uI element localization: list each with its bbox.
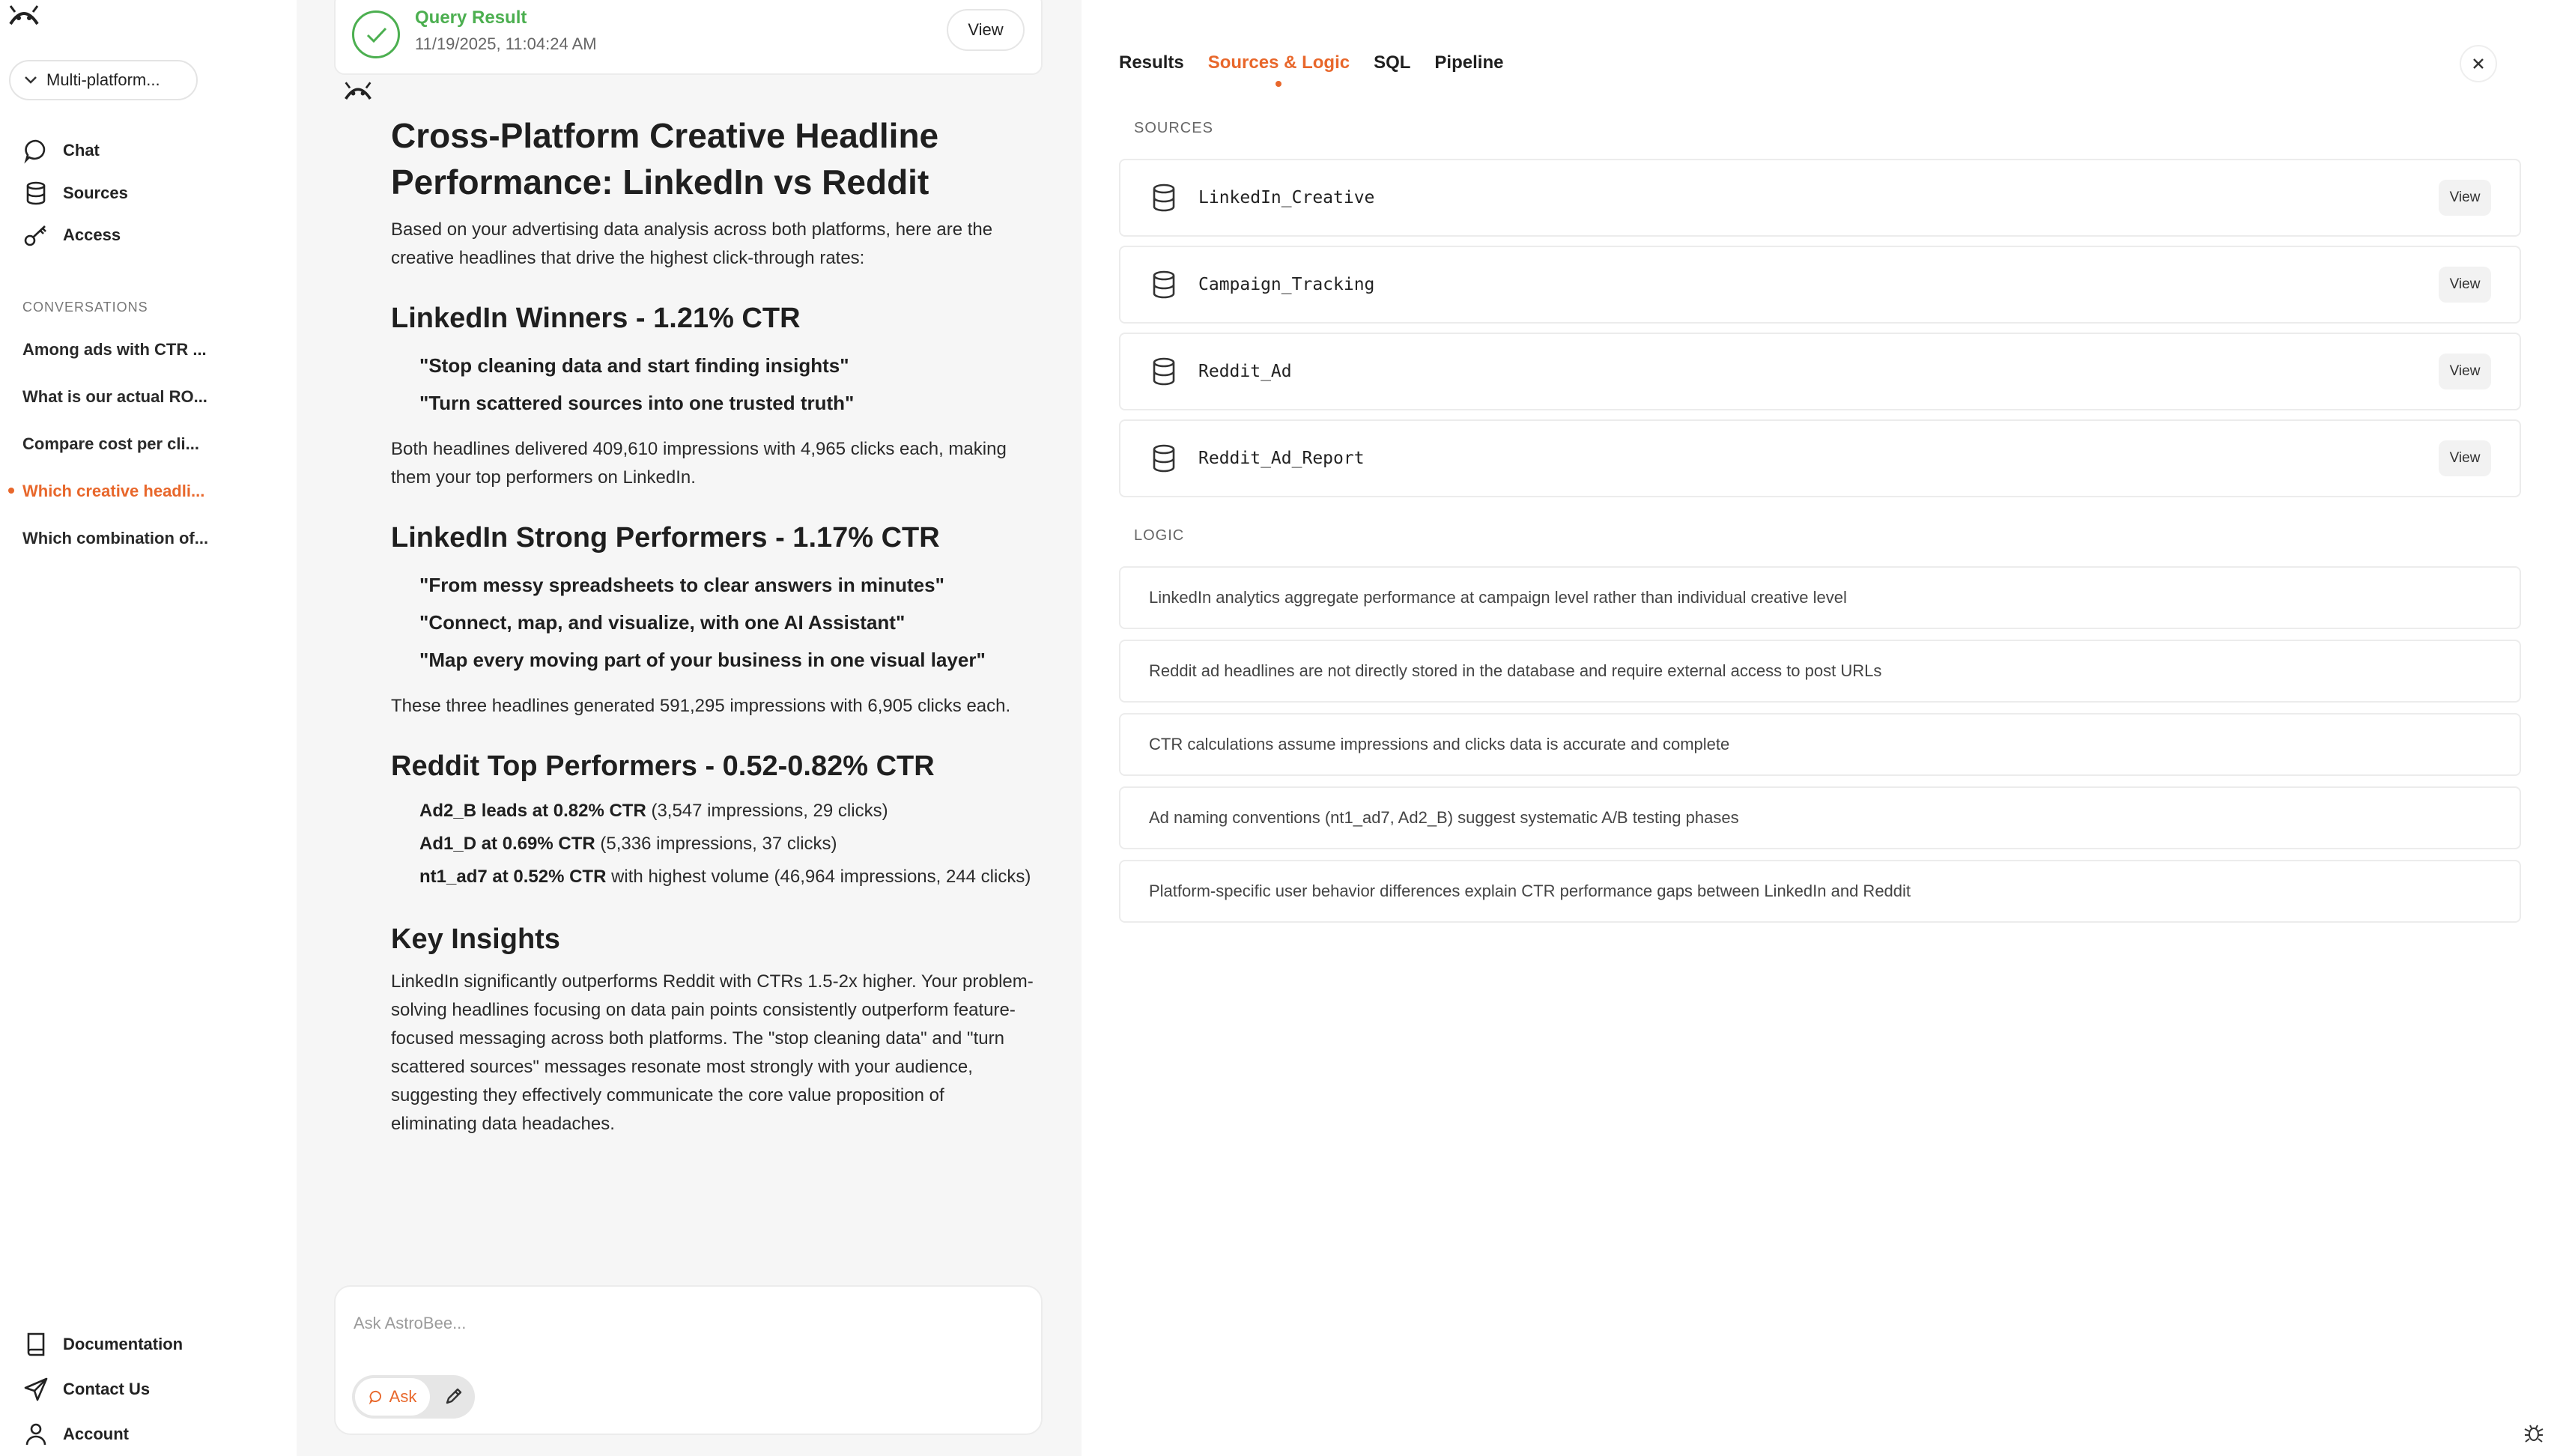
source-row: [1119, 159, 2521, 237]
mode-toggle: [352, 1375, 475, 1419]
section-heading: LinkedIn Winners - 1.21% CTR: [391, 303, 801, 334]
ask-mode-button[interactable]: Ask: [355, 1378, 430, 1416]
message-intro: Based on your advertising data analysis across both platforms, here are the creative headlines that drive the highest click-through rates:: [391, 219, 993, 268]
key-icon: [22, 222, 49, 249]
section-body: LinkedIn significantly outperforms Reddit with CTRs 1.5-2x higher. Your problem-solving headlines focusing on data pain points consistently outperform feature-focused messaging across both platforms. The "stop cleaning data" and "turn scattered sources" messages resonate most strongly with your audience, suggesting they effectively communicate the core value proposition of eliminating data headaches.: [391, 971, 1034, 1134]
source-row: [1119, 246, 2521, 324]
assistant-message: [391, 112, 1035, 1138]
chevron-down-icon: [24, 76, 37, 85]
nav-item-account[interactable]: Account: [22, 1421, 129, 1448]
conversation-item[interactable]: What is our actual RO...: [22, 387, 207, 406]
conversation-item[interactable]: Among ads with CTR ...: [22, 340, 207, 359]
section-heading: Key Insights: [391, 923, 560, 955]
bug-icon[interactable]: [2523, 1422, 2545, 1444]
chat-bubble-icon: [22, 137, 49, 164]
active-conversation-dot: [8, 488, 14, 494]
headline-quote: "Turn scattered sources into one trusted truth": [419, 392, 855, 414]
chat-input[interactable]: Ask AstroBee...: [354, 1314, 467, 1332]
close-panel-button[interactable]: [2460, 45, 2497, 82]
query-view-button[interactable]: View: [947, 9, 1025, 51]
source-row: [1119, 333, 2521, 410]
chat-bubble-icon: [368, 1389, 383, 1404]
source-row: [1119, 419, 2521, 497]
chat-pane: [297, 0, 1082, 1456]
workspace-selector[interactable]: [9, 60, 198, 100]
query-result-title: Query Result: [415, 7, 527, 28]
logic-item: Ad naming conventions (nt1_ad7, Ad2_B) suggest systematic A/B testing phases: [1119, 786, 2521, 849]
headline-quote: "Map every moving part of your business in one visual layer": [419, 649, 986, 671]
database-icon: [1150, 443, 1177, 473]
user-icon: [22, 1421, 49, 1448]
source-view-button[interactable]: View: [2439, 354, 2491, 389]
conversation-item-active[interactable]: Which creative headli...: [22, 482, 205, 500]
sidebar: [0, 0, 297, 1456]
close-icon: [2472, 57, 2485, 70]
source-name: LinkedIn_Creative: [1198, 188, 1375, 207]
panel-tabs: [1119, 52, 1527, 73]
workspace-name: Multi-platform...: [46, 70, 160, 89]
conversation-item[interactable]: Which combination of...: [22, 529, 209, 547]
database-icon: [1150, 357, 1177, 386]
nav-item-contact-us[interactable]: Contact Us: [22, 1376, 150, 1403]
section-summary: These three headlines generated 591,295 impressions with 6,905 clicks each.: [391, 696, 1011, 716]
list-item: nt1_ad7 at 0.52% CTR with highest volume (46,964 impressions, 244 clicks): [419, 867, 1031, 887]
logic-label: LOGIC: [1134, 527, 1185, 544]
query-result-card: [334, 0, 1043, 75]
message-title: Cross-Platform Creative Headline Performance: LinkedIn vs Reddit: [391, 116, 939, 201]
headline-quote: "From messy spreadsheets to clear answers in minutes": [419, 574, 944, 596]
logic-item: LinkedIn analytics aggregate performance at campaign level rather than individual creative level: [1119, 566, 2521, 629]
send-icon: [22, 1376, 49, 1403]
section-summary: Both headlines delivered 409,610 impressions with 4,965 clicks each, making them your top performers on LinkedIn.: [391, 439, 1007, 488]
source-name: Campaign_Tracking: [1198, 275, 1375, 294]
query-timestamp: 11/19/2025, 11:04:24 AM: [415, 34, 597, 53]
conversations-label: CONVERSATIONS: [22, 300, 148, 315]
source-view-button[interactable]: View: [2439, 440, 2491, 476]
astrobee-logo-icon[interactable]: [7, 4, 40, 27]
section-heading: LinkedIn Strong Performers - 1.17% CTR: [391, 522, 940, 553]
database-icon: [1150, 183, 1177, 213]
nav-item-chat[interactable]: Chat: [22, 137, 100, 164]
source-view-button[interactable]: View: [2439, 267, 2491, 303]
source-view-button[interactable]: View: [2439, 180, 2491, 216]
section-heading: Reddit Top Performers - 0.52-0.82% CTR: [391, 750, 935, 782]
tab-sources-logic[interactable]: Sources & Logic: [1207, 52, 1350, 73]
book-icon: [22, 1331, 49, 1358]
nav-item-sources[interactable]: Sources: [22, 180, 128, 207]
list-item: Ad1_D at 0.69% CTR (5,336 impressions, 37 clicks): [419, 834, 837, 854]
details-panel: [1082, 21, 2535, 1437]
sources-label: SOURCES: [1134, 120, 1213, 136]
nav-item-documentation[interactable]: Documentation: [22, 1331, 183, 1358]
source-name: Reddit_Ad_Report: [1198, 449, 1365, 468]
headline-quote: "Connect, map, and visualize, with one AI Assistant": [419, 611, 906, 634]
tab-pipeline[interactable]: Pipeline: [1434, 52, 1504, 73]
list-item: Ad2_B leads at 0.82% CTR (3,547 impressions, 29 clicks): [419, 801, 888, 821]
check-circle-icon: [352, 10, 400, 58]
logic-item: Platform-specific user behavior differences explain CTR performance gaps between LinkedIn and Reddit: [1119, 860, 2521, 923]
chat-composer: [334, 1285, 1043, 1435]
headline-quote: "Stop cleaning data and start finding insights": [419, 354, 849, 377]
logic-item: CTR calculations assume impressions and clicks data is accurate and complete: [1119, 713, 2521, 776]
nav-item-access[interactable]: Access: [22, 222, 121, 249]
assistant-avatar-icon: [343, 81, 373, 102]
tab-sql[interactable]: SQL: [1374, 52, 1411, 73]
tab-results[interactable]: Results: [1119, 52, 1184, 73]
database-icon: [22, 180, 49, 207]
conversation-item[interactable]: Compare cost per cli...: [22, 434, 199, 453]
pencil-icon[interactable]: [443, 1386, 464, 1407]
database-icon: [1150, 270, 1177, 300]
logic-item: Reddit ad headlines are not directly stored in the database and require external access to post URLs: [1119, 640, 2521, 703]
source-name: Reddit_Ad: [1198, 362, 1292, 381]
